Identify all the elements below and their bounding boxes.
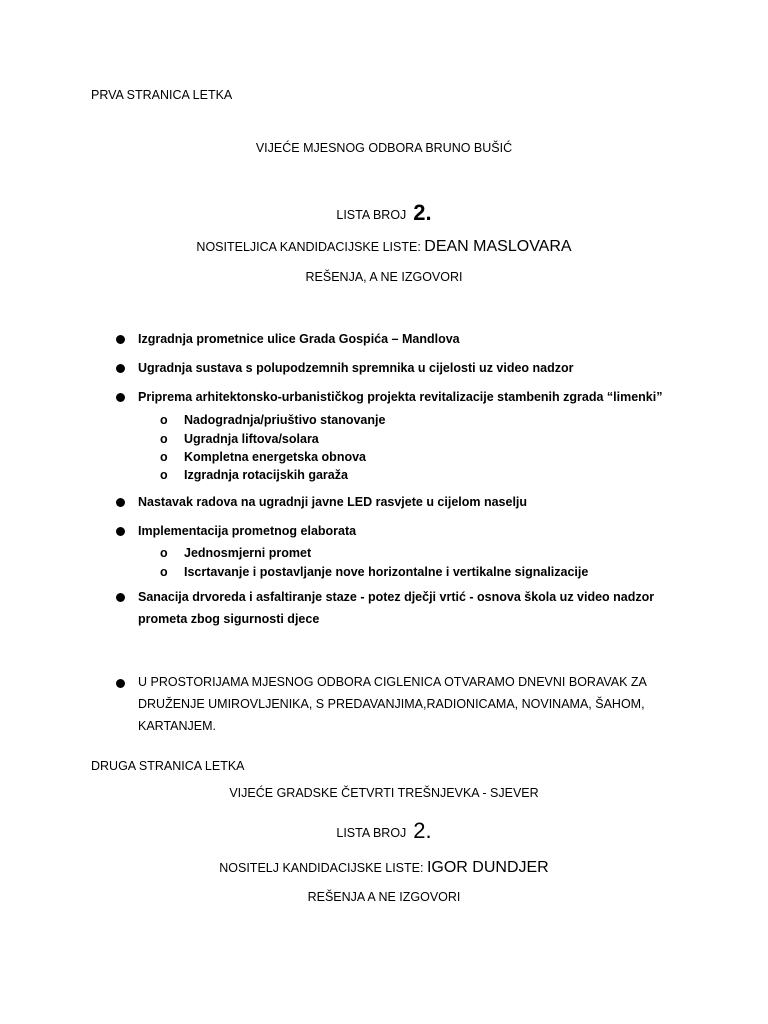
holder-name: DEAN MASLOVARA	[424, 238, 572, 255]
list-label: LISTA BROJ	[336, 208, 407, 222]
bullet-dot-icon	[116, 527, 125, 536]
list-number: 2.	[413, 818, 432, 843]
sub-list-item: o Ugradnja liftova/solara	[160, 432, 319, 446]
bullet-dot-icon	[116, 393, 125, 402]
holder-label: NOSITELJ KANDIDACIJSKE LISTE:	[219, 861, 424, 875]
page2-holder-line	[0, 859, 768, 877]
sub-list-item: o Izgradnja rotacijskih garaža	[160, 468, 348, 482]
page2-heading: DRUGA STRANICA LETKA	[91, 759, 245, 773]
page1-council: VIJEĆE MJESNOG ODBORA BRUNO BUŠIĆ	[255, 141, 513, 155]
holder-label: NOSITELJICA KANDIDACIJSKE LISTE:	[196, 240, 421, 254]
bullet-dot-icon	[116, 335, 125, 344]
page1-holder-line	[0, 238, 768, 256]
sub-list-item: o Iscrtavanje i postavljanje nove horizontalne i vertikalne signalizacije	[160, 565, 589, 579]
list-label: LISTA BROJ	[336, 826, 407, 840]
bullet-dot-icon	[116, 498, 125, 507]
holder-name: IGOR DUNDJER	[426, 859, 549, 876]
sub-list-item: o Nadogradnja/priuštivo stanovanje	[160, 413, 386, 427]
bullet-dot-icon	[116, 679, 125, 688]
bullet-dot-icon	[116, 593, 125, 602]
page1-list-number-line	[0, 200, 768, 226]
bullet-dot-icon	[116, 364, 125, 373]
page1-heading: PRVA STRANICA LETKA	[91, 88, 233, 102]
sub-list-item: o Jednosmjerni promet	[160, 546, 312, 560]
page2-council: VIJEĆE GRADSKE ČETVRTI TREŠNJEVKA - SJEVER	[229, 786, 539, 800]
page1-slogan: REŠENJA, A NE IZGOVORI	[305, 270, 463, 284]
page2-list-number-line	[0, 818, 768, 844]
sub-list-item: o Kompletna energetska obnova	[160, 450, 366, 464]
page2-slogan: REŠENJA A NE IZGOVORI	[307, 890, 461, 904]
list-number: 2.	[413, 200, 432, 225]
